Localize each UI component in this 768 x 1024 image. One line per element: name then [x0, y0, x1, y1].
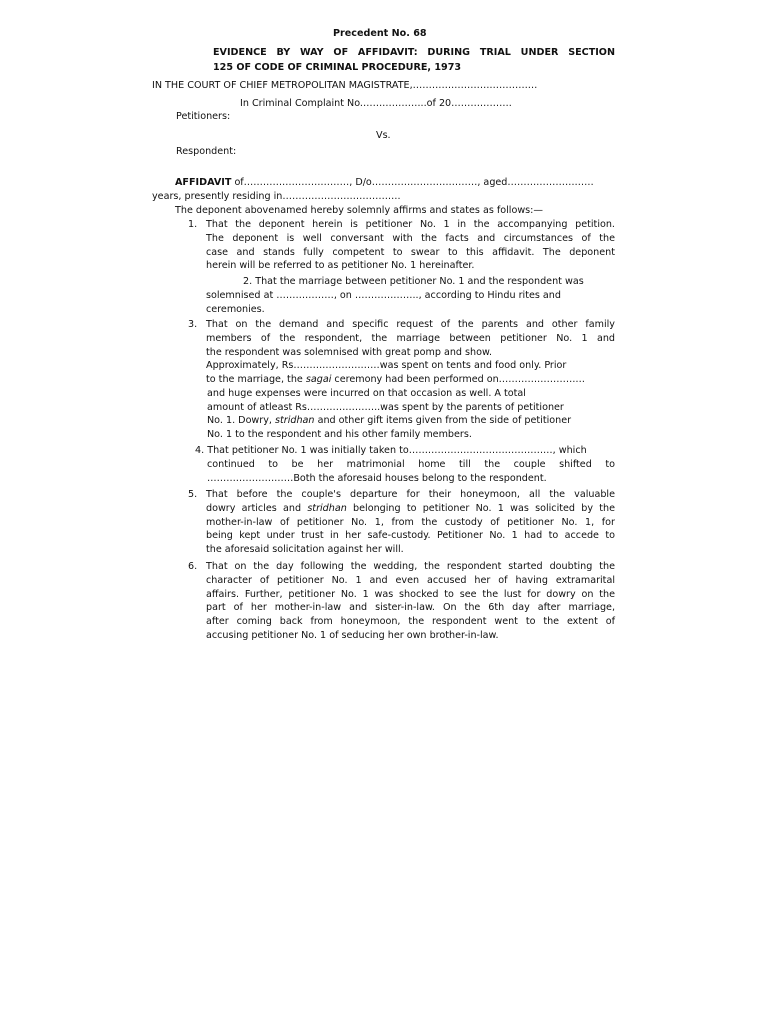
para-5-line: dowry articles and stridhan belonging to petitioner No. 1 was solicited by the	[206, 502, 615, 514]
para-6-line: accusing petitioner No. 1 of seducing her own brother-in-law.	[206, 629, 499, 641]
para-1	[206, 218, 615, 273]
para-5-line: That before the couple's departure for their honeymoon, all the valuable	[206, 489, 615, 500]
residence-line: years, presently residing in……………………………….	[152, 191, 401, 202]
para-1-number: 1.	[188, 219, 198, 230]
versus-label: Vs.	[376, 130, 391, 141]
para-1-line: herein will be referred to as petitioner No. 1 hereinafter.	[206, 260, 475, 272]
para-1-line: The deponent is well conversant with the facts and circumstances of the	[206, 232, 615, 244]
para-3-line: Approximately, Rs………………………was spent on tents and food only. Prior	[206, 360, 567, 372]
para-2	[206, 289, 615, 317]
para-2-first-line: 2. That the marriage between petitioner No. 1 and the respondent was	[243, 276, 584, 287]
para-4	[207, 458, 615, 486]
affidavit-details: of……………………………, D/o……………………………, aged………………………	[231, 177, 594, 188]
para-5	[206, 488, 615, 557]
para-3-line: and huge expenses were incurred on that occasion as well. A total	[207, 388, 526, 399]
para-2-line: solemnised at ………………, on ……………….., according to Hindu rites and	[206, 290, 561, 301]
para-5-line: mother-in-law of petitioner No. 1, from the custody of petitioner No. 1, for	[206, 516, 615, 528]
complaint-line: In Criminal Complaint No.………………..of 20……………….	[240, 98, 512, 109]
para-3-number: 3.	[188, 319, 198, 330]
para-5-number: 5.	[188, 489, 198, 500]
title-line-2: 125 OF CODE OF CRIMINAL PROCEDURE, 1973	[213, 62, 462, 73]
para-4-line: continued to be her matrimonial home till the couple shifted to	[207, 459, 615, 470]
title-line-1: EVIDENCE BY WAY OF AFFIDAVIT: DURING TRIAL UNDER SECTION	[213, 47, 615, 58]
para-4-first-line: 4. That petitioner No. 1 was initially taken to………………………………………, which	[195, 445, 587, 456]
petitioners-label: Petitioners:	[176, 111, 231, 122]
para-6-line: character of petitioner No. 1 and even accused her of having extramarital	[206, 574, 615, 586]
precedent-number: Precedent No. 68	[333, 28, 427, 39]
sagai-term: sagai	[305, 374, 332, 385]
para-2-line: ceremonies.	[206, 303, 265, 315]
stridhan-term: stridhan	[275, 415, 315, 426]
affidavit-line	[175, 176, 615, 190]
para-3-line: the respondent was solemnised with great pomp and show.	[206, 346, 493, 358]
para-1-line: That the deponent herein is petitioner No. 1 in the accompanying petition.	[206, 219, 615, 230]
para-3-line: No. 1 to the respondent and his other family members.	[207, 429, 472, 440]
para-6-line: after coming back from honeymoon, the respondent went to the extent of	[206, 616, 615, 628]
para-5-line: the aforesaid solicitation against her will.	[206, 544, 404, 556]
affirmation-line: The deponent abovenamed hereby solemnly affirms and states as follows:—	[175, 205, 543, 216]
para-3-line: to the marriage, the sagai ceremony had been performed on………………………	[206, 374, 586, 385]
para-3	[206, 318, 615, 373]
para-6-line: part of her mother-in-law and sister-in-law. On the 6th day after marriage,	[206, 602, 615, 614]
para-3-line: amount of atleast Rs…………………..was spent by the parents of petitioner	[207, 402, 564, 413]
para-3-line: members of the respondent, the marriage between petitioner No. 1 and	[206, 332, 615, 344]
para-3-line: No. 1. Dowry, stridhan and other gift items given from the side of petitioner	[207, 415, 572, 426]
para-5-line: being kept under trust in her safe-custody. Petitioner No. 1 had to accede to	[206, 530, 615, 542]
para-6-number: 6.	[188, 561, 198, 572]
para-1-line: case and stands fully competent to swear to this affidavit. The deponent	[206, 246, 615, 258]
court-heading: IN THE COURT OF CHIEF METROPOLITAN MAGISTRATE,…………………………………	[152, 80, 538, 91]
para-4-line: ………………………Both the aforesaid houses belong to the respondent.	[207, 472, 547, 484]
affidavit-heading: AFFIDAVIT	[175, 177, 232, 188]
para-3-line: That on the demand and specific request of the parents and other family	[206, 319, 615, 330]
para-6-line: affairs. Further, petitioner No. 1 was shocked to see the lust for dowry on the	[206, 588, 615, 600]
respondent-label: Respondent:	[176, 146, 237, 157]
stridhan-term: stridhan	[307, 502, 347, 514]
para-6-line: That on the day following the wedding, the respondent started doubting the	[206, 561, 615, 572]
para-6	[206, 560, 615, 643]
